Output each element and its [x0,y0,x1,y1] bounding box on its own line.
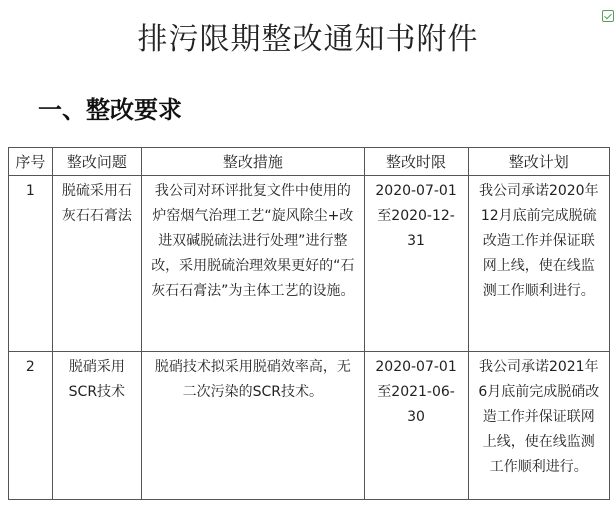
table-header-row [9,148,610,176]
checkbox-icon[interactable] [602,10,614,22]
document-title: 排污限期整改通知书附件 [137,22,479,57]
header-plan: 整改计划 [468,148,609,176]
cell-issue: 脱硝采用SCR技术 [52,352,141,500]
cell-plan: 我公司承诺2021年6月底前完成脱硝改造工作并保证联网上线，使在线监测工作顺利进行。 [468,352,609,500]
cell-measure: 我公司对环评批复文件中使用的炉窑烟气治理工艺“旋风除尘+改进双碱脱硫法进行处理”进行整改，采用脱硫治理效果更好的“石灰石石膏法”为主体工艺的设施。 [142,176,365,352]
cell-seq: 2 [9,352,53,500]
section-heading: 一、整改要求 [38,96,182,124]
header-measure: 整改措施 [142,148,365,176]
cell-measure: 脱硝技术拟采用脱硝效率高，无二次污染的SCR技术。 [142,352,365,500]
cell-period: 2020-07-01至2021-06-30 [364,352,468,500]
cell-seq: 1 [9,176,53,352]
cell-issue: 脱硫采用石灰石石膏法 [52,176,141,352]
cell-plan: 我公司承诺2020年12月底前完成脱硫改造工作并保证联网上线，使在线监测工作顺利进行。 [468,176,609,352]
rectification-table [8,147,610,500]
table-row [9,352,610,500]
header-seq: 序号 [9,148,53,176]
cell-period: 2020-07-01至2020-12-31 [364,176,468,352]
table-row [9,176,610,352]
header-issue: 整改问题 [52,148,141,176]
header-period: 整改时限 [364,148,468,176]
